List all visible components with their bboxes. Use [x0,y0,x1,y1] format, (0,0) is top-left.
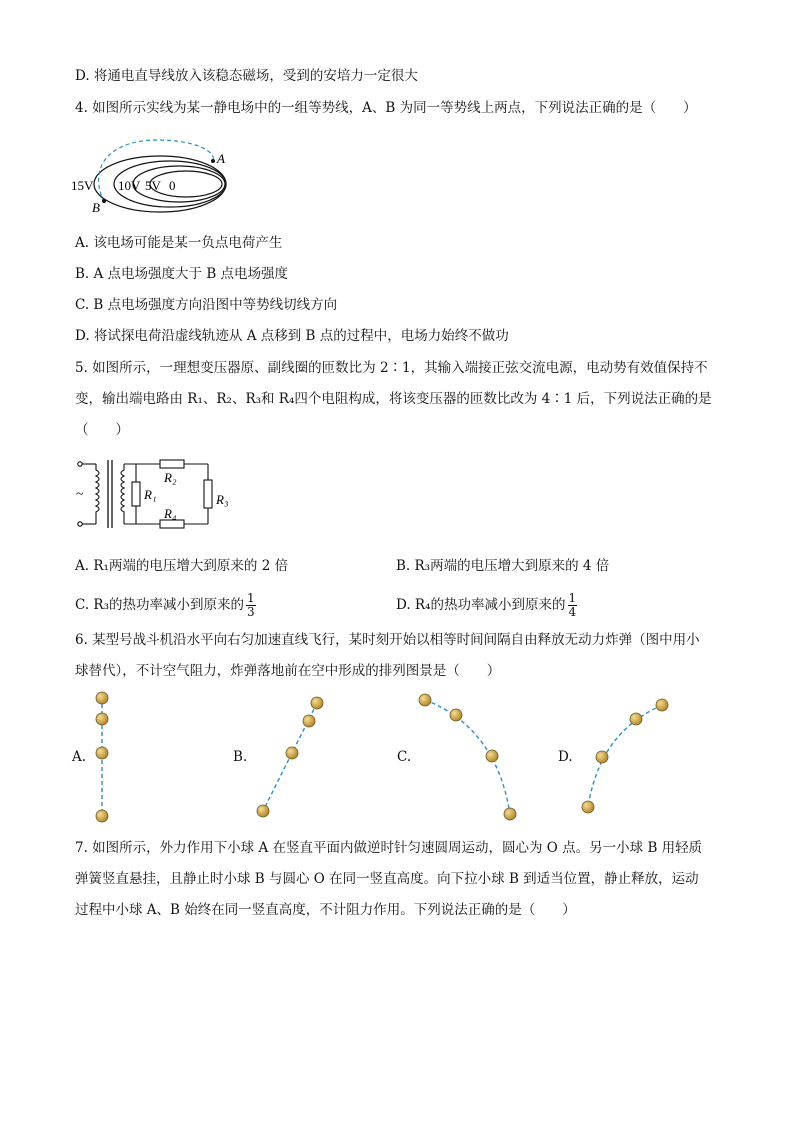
q5-option-a: A. R₁两端的电压增大到原来的 2 倍 [75,558,289,574]
label-5v: 5V [145,178,161,193]
q7-stem-line1: 7. 如图所示，外力作用下小球 A 在竖直平面内做逆时针匀速圆周运动，圆心为 O 点。另一小球 B 用轻质 [75,840,703,856]
label-15v: 15V [71,178,94,193]
ac-source-symbol: ~ [76,487,84,502]
q6-option-a-label: A. [72,749,87,765]
q6-option-b-label: B. [233,749,248,765]
frac-num: 1 [568,591,577,605]
q5-stem-line3: （ ） [75,422,129,438]
q6-pattern-a [96,692,108,822]
q5-option-d-text: D. R₄的热功率减小到原来的 [396,597,566,613]
q6-option-d-label: D. [558,749,573,765]
label-r1: R₁ [144,487,157,502]
q5-option-c [75,592,256,619]
frac-den: 4 [568,605,577,619]
q4-option-d: D. 将试探电荷沿虚线轨迹从 A 点移到 B 点的过程中，电场力始终不做功 [75,328,509,344]
q5-option-c-fraction [246,592,256,619]
q4-option-c: C. B 点电场强度方向沿图中等势线切线方向 [75,297,338,313]
q6-pattern-d [582,699,668,813]
q5-option-c-text: C. R₃的热功率减小到原来的 [75,597,245,613]
label-10v: 10V [118,178,141,193]
q4-equipotential-figure [68,138,238,218]
q6-stem-line1: 6. 某型号战斗机沿水平向右匀加速直线飞行，某时刻开始以相等时间间隔自由释放无动力炸弹（图中用小 [75,632,700,648]
resistor-r1 [132,482,140,506]
q5-option-b: B. R₃两端的电压增大到原来的 4 倍 [396,558,610,574]
q7-stem-line2: 弹簧竖直悬挂，且静止时小球 B 与圆心 O 在同一竖直高度。向下拉小球 B 到适当位置，静止释放，运动 [75,871,699,887]
q6-bomb-patterns [0,685,794,825]
label-point-a: A [217,151,225,166]
secondary-coil [121,464,124,524]
point-a-dot [211,159,215,163]
primary-coil [96,464,99,524]
q5-stem-line1: 5. 如图所示，一理想变压器原、副线圈的匝数比为 2∶1，其输入端接正弦交流电源，电动势有效值保持不 [75,360,708,376]
q4-option-b: B. A 点电场强度大于 B 点电场强度 [75,266,289,282]
q6-option-c-label: C. [397,749,412,765]
resistor-r3 [204,480,212,508]
q5-option-d-fraction [568,592,578,619]
frac-num: 1 [247,591,255,605]
q5-transformer-circuit [70,452,240,540]
label-r3: R₃ [216,492,229,507]
label-r2: R₂ [164,470,177,485]
point-b-dot [102,199,106,203]
q6-pattern-b [257,697,323,817]
frac-den: 3 [247,605,255,619]
q4-option-a: A. 该电场可能是某一负点电荷产生 [75,235,283,251]
label-point-b: B [92,200,100,215]
q4-stem: 4. 如图所示实线为某一静电场中的一组等势线，A、B 为同一等势线上两点，下列说法正确的是（ ） [75,100,697,116]
resistor-r4 [160,520,184,528]
q5-option-d [396,592,577,619]
label-0: 0 [169,178,176,193]
q6-pattern-c [419,694,516,820]
q5-stem-line2: 变，输出端电路由 R₁、R₂、R₃和 R₄四个电阻构成，将该变压器的匝数比改为 4∶1 后，下列说法正确的是 [75,391,712,407]
resistor-r2 [160,460,184,468]
q6-stem-line2: 球替代），不计空气阻力，炸弹落地前在空中形成的排列图景是（ ） [75,663,501,679]
label-r4: R₄ [164,506,177,521]
q3-option-d: D. 将通电直导线放入该稳态磁场，受到的安培力一定很大 [75,68,418,84]
q7-stem-line3: 过程中小球 A、B 始终在同一竖直高度，不计阻力作用。下列说法正确的是（ ） [75,902,576,918]
